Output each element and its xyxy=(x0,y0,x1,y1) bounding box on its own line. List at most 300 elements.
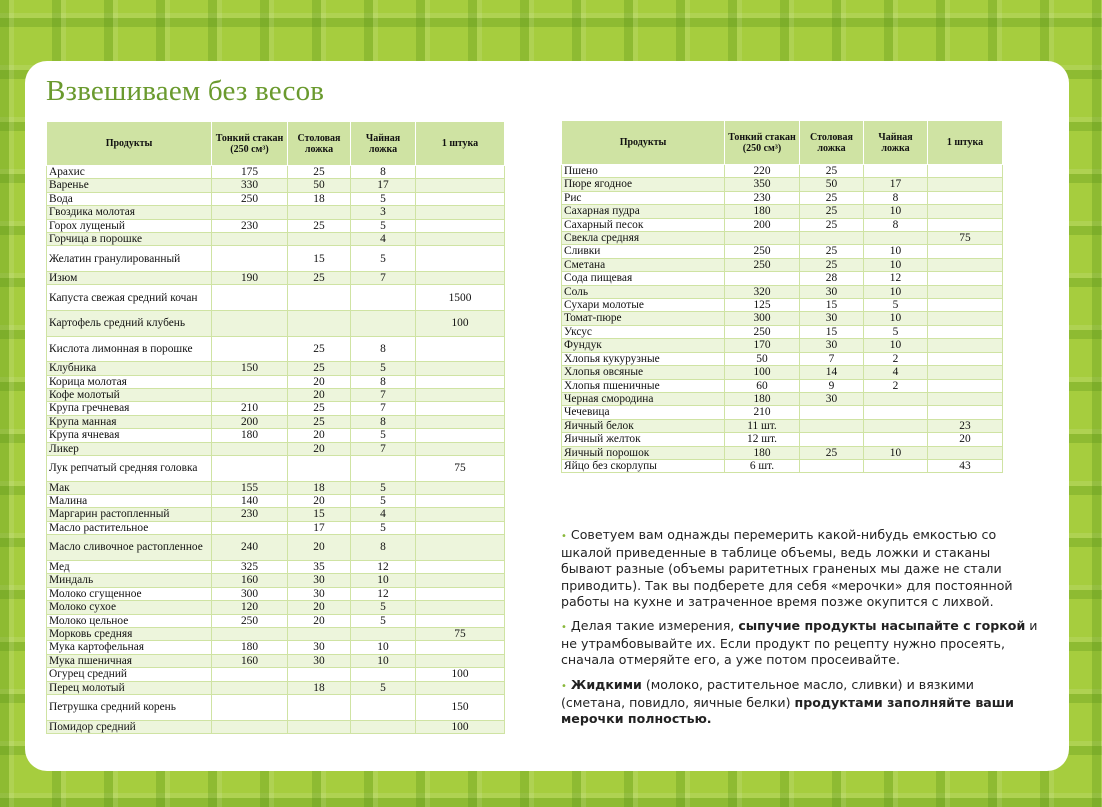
product-name: Изюм xyxy=(47,272,212,285)
glass-value: 240 xyxy=(212,535,288,561)
tablespoon-value: 25 xyxy=(800,165,864,178)
table-row xyxy=(47,362,505,375)
tablespoon-value: 25 xyxy=(288,362,351,375)
glass-value: 320 xyxy=(725,285,800,298)
glass-value: 330 xyxy=(212,179,288,192)
teaspoon-value: 5 xyxy=(351,481,416,494)
tablespoon-value: 20 xyxy=(288,495,351,508)
piece-value: 75 xyxy=(416,627,505,640)
table-row xyxy=(562,392,1003,405)
piece-value xyxy=(416,587,505,600)
teaspoon-value: 5 xyxy=(351,495,416,508)
piece-value xyxy=(928,258,1003,271)
product-name: Крупа манная xyxy=(47,415,212,428)
piece-value xyxy=(928,245,1003,258)
col-header-tablespoon: Столовая ложка xyxy=(800,121,864,165)
table-header xyxy=(47,122,505,166)
piece-value xyxy=(416,601,505,614)
glass-value: 250 xyxy=(212,614,288,627)
glass-value xyxy=(212,627,288,640)
product-name: Вода xyxy=(47,192,212,205)
teaspoon-value: 7 xyxy=(351,272,416,285)
page-title: Взвешиваем без весов xyxy=(46,75,325,107)
glass-value: 150 xyxy=(212,362,288,375)
table-row xyxy=(562,419,1003,432)
glass-value: 155 xyxy=(212,481,288,494)
piece-value: 100 xyxy=(416,668,505,681)
glass-value: 140 xyxy=(212,495,288,508)
teaspoon-value: 4 xyxy=(351,233,416,246)
table-row xyxy=(47,521,505,534)
piece-value: 20 xyxy=(928,433,1003,446)
product-name: Соль xyxy=(562,285,725,298)
table-row xyxy=(47,627,505,640)
tip-text: (молоко, растительное масло, сливки) и вязкими (сметана, повидло, яичные белки) xyxy=(561,676,974,710)
tablespoon-value: 30 xyxy=(288,587,351,600)
table-row xyxy=(47,456,505,482)
teaspoon-value xyxy=(864,419,928,432)
piece-value xyxy=(928,191,1003,204)
tablespoon-value: 20 xyxy=(288,442,351,455)
piece-value xyxy=(928,299,1003,312)
tablespoon-value: 18 xyxy=(288,481,351,494)
glass-value xyxy=(212,389,288,402)
tablespoon-value: 15 xyxy=(288,246,351,272)
table-row xyxy=(47,508,505,521)
teaspoon-value: 8 xyxy=(351,166,416,179)
tablespoon-value: 14 xyxy=(800,366,864,379)
product-name: Рис xyxy=(562,191,725,204)
tablespoon-value xyxy=(800,419,864,432)
tablespoon-value: 30 xyxy=(800,392,864,405)
tablespoon-value: 30 xyxy=(288,574,351,587)
teaspoon-value xyxy=(864,165,928,178)
bullet-icon: • xyxy=(561,680,567,692)
teaspoon-value xyxy=(864,459,928,472)
col-header-glass: Тонкий стакан (250 см³) xyxy=(725,121,800,165)
tips-section xyxy=(561,527,1041,735)
product-name: Маргарин растопленный xyxy=(47,508,212,521)
product-name: Желатин гранулированный xyxy=(47,246,212,272)
teaspoon-value: 5 xyxy=(351,429,416,442)
glass-value: 180 xyxy=(725,446,800,459)
table-row xyxy=(47,654,505,667)
tablespoon-value: 25 xyxy=(288,402,351,415)
product-name: Яичный белок xyxy=(562,419,725,432)
tablespoon-value xyxy=(288,720,351,733)
table-row xyxy=(47,641,505,654)
tablespoon-value: 20 xyxy=(288,601,351,614)
tip-paragraph xyxy=(561,527,1041,610)
teaspoon-value xyxy=(864,406,928,419)
tablespoon-value: 20 xyxy=(288,375,351,388)
product-name: Хлопья кукурузные xyxy=(562,352,725,365)
col-header-piece: 1 штука xyxy=(928,121,1003,165)
product-name: Молоко цельное xyxy=(47,614,212,627)
table-row xyxy=(47,694,505,720)
product-name: Молоко сгущенное xyxy=(47,587,212,600)
product-name: Перец молотый xyxy=(47,681,212,694)
teaspoon-value: 17 xyxy=(351,179,416,192)
product-name: Мука пшеничная xyxy=(47,654,212,667)
glass-value: 210 xyxy=(212,402,288,415)
table-row xyxy=(562,446,1003,459)
glass-value: 200 xyxy=(212,415,288,428)
glass-value: 12 шт. xyxy=(725,433,800,446)
glass-value xyxy=(212,336,288,362)
table-row xyxy=(47,560,505,573)
piece-value xyxy=(928,178,1003,191)
col-header-glass: Тонкий стакан (250 см³) xyxy=(212,122,288,166)
product-name: Сухари молотые xyxy=(562,299,725,312)
teaspoon-value: 10 xyxy=(864,446,928,459)
product-name: Молоко сухое xyxy=(47,601,212,614)
product-name: Сливки xyxy=(562,245,725,258)
product-name: Масло сливочное растопленное xyxy=(47,535,212,561)
tablespoon-value: 15 xyxy=(288,508,351,521)
product-name: Хлопья пшеничные xyxy=(562,379,725,392)
product-name: Кофе молотый xyxy=(47,389,212,402)
glass-value: 230 xyxy=(212,508,288,521)
piece-value xyxy=(928,339,1003,352)
piece-value: 100 xyxy=(416,311,505,337)
piece-value xyxy=(928,312,1003,325)
piece-value: 75 xyxy=(416,456,505,482)
piece-value xyxy=(416,375,505,388)
table-row xyxy=(47,681,505,694)
teaspoon-value: 5 xyxy=(351,614,416,627)
piece-value xyxy=(928,218,1003,231)
tablespoon-value: 30 xyxy=(800,312,864,325)
product-name: Чечевица xyxy=(562,406,725,419)
teaspoon-value xyxy=(351,456,416,482)
glass-value: 210 xyxy=(725,406,800,419)
glass-value xyxy=(212,246,288,272)
teaspoon-value: 5 xyxy=(351,246,416,272)
piece-value xyxy=(416,246,505,272)
table-row xyxy=(47,574,505,587)
table-row xyxy=(562,218,1003,231)
col-header-teaspoon: Чайная ложка xyxy=(351,122,416,166)
glass-value xyxy=(212,720,288,733)
product-name: Капуста свежая средний кочан xyxy=(47,285,212,311)
piece-value xyxy=(928,165,1003,178)
tablespoon-value xyxy=(288,694,351,720)
table-row xyxy=(47,442,505,455)
teaspoon-value xyxy=(351,627,416,640)
tablespoon-value: 20 xyxy=(288,389,351,402)
glass-value xyxy=(212,668,288,681)
glass-value xyxy=(725,272,800,285)
piece-value xyxy=(416,402,505,415)
table-row xyxy=(47,246,505,272)
glass-value: 230 xyxy=(725,191,800,204)
glass-value: 325 xyxy=(212,560,288,573)
teaspoon-value: 8 xyxy=(351,336,416,362)
piece-value xyxy=(416,560,505,573)
table-row xyxy=(47,535,505,561)
teaspoon-value: 10 xyxy=(864,339,928,352)
tablespoon-value: 30 xyxy=(800,285,864,298)
teaspoon-value xyxy=(351,694,416,720)
table-row xyxy=(47,375,505,388)
product-name: Свекла средняя xyxy=(562,232,725,245)
piece-value xyxy=(416,362,505,375)
col-header-teaspoon: Чайная ложка xyxy=(864,121,928,165)
glass-value: 180 xyxy=(212,641,288,654)
teaspoon-value: 10 xyxy=(351,654,416,667)
product-name: Яичный желток xyxy=(562,433,725,446)
tablespoon-value: 20 xyxy=(288,429,351,442)
product-name: Уксус xyxy=(562,325,725,338)
glass-value: 230 xyxy=(212,219,288,232)
teaspoon-value: 7 xyxy=(351,389,416,402)
tip-text: Делая такие измерения, xyxy=(570,618,739,634)
teaspoon-value: 8 xyxy=(351,535,416,561)
teaspoon-value: 8 xyxy=(864,191,928,204)
table-row xyxy=(562,325,1003,338)
teaspoon-value: 2 xyxy=(864,379,928,392)
glass-value: 60 xyxy=(725,379,800,392)
piece-value xyxy=(416,641,505,654)
teaspoon-value: 10 xyxy=(864,285,928,298)
tablespoon-value xyxy=(800,459,864,472)
teaspoon-value: 12 xyxy=(351,587,416,600)
tip-text: и не утрамбовывайте их. Если продукт по рецепту нужно просеять, сначала отмеряйте его, а уже потом просеивайте. xyxy=(561,618,1038,668)
glass-value: 160 xyxy=(212,654,288,667)
teaspoon-value xyxy=(351,668,416,681)
teaspoon-value: 10 xyxy=(864,258,928,271)
table-row xyxy=(47,429,505,442)
glass-value xyxy=(725,232,800,245)
table-row xyxy=(562,232,1003,245)
tablespoon-value xyxy=(800,433,864,446)
tablespoon-value xyxy=(288,311,351,337)
glass-value xyxy=(212,233,288,246)
piece-value xyxy=(928,205,1003,218)
piece-value xyxy=(416,219,505,232)
col-header-tablespoon: Столовая ложка xyxy=(288,122,351,166)
tablespoon-value: 50 xyxy=(800,178,864,191)
glass-value: 180 xyxy=(725,205,800,218)
product-name: Мед xyxy=(47,560,212,573)
tip-text-bold: продуктами заполняйте ваши мерочки полностью. xyxy=(561,694,1015,727)
glass-value: 250 xyxy=(725,325,800,338)
teaspoon-value: 12 xyxy=(351,560,416,573)
tablespoon-value: 15 xyxy=(800,325,864,338)
product-name: Варенье xyxy=(47,179,212,192)
product-name: Горох лущеный xyxy=(47,219,212,232)
tablespoon-value: 7 xyxy=(800,352,864,365)
piece-value xyxy=(928,446,1003,459)
glass-value: 180 xyxy=(725,392,800,405)
piece-value xyxy=(416,336,505,362)
tip-paragraph xyxy=(561,618,1041,669)
table-row xyxy=(562,379,1003,392)
piece-value xyxy=(416,521,505,534)
table-row xyxy=(562,258,1003,271)
teaspoon-value xyxy=(864,392,928,405)
table-row xyxy=(562,352,1003,365)
teaspoon-value xyxy=(864,232,928,245)
piece-value xyxy=(928,285,1003,298)
piece-value xyxy=(416,206,505,219)
glass-value: 50 xyxy=(725,352,800,365)
piece-value: 43 xyxy=(928,459,1003,472)
product-name: Хлопья овсяные xyxy=(562,366,725,379)
table-body xyxy=(562,165,1003,473)
piece-value: 100 xyxy=(416,720,505,733)
glass-value: 125 xyxy=(725,299,800,312)
product-name: Сахарная пудра xyxy=(562,205,725,218)
product-name: Крупа гречневая xyxy=(47,402,212,415)
piece-value xyxy=(416,192,505,205)
table-row xyxy=(47,402,505,415)
glass-value: 120 xyxy=(212,601,288,614)
table-row xyxy=(562,339,1003,352)
glass-value: 250 xyxy=(725,245,800,258)
teaspoon-value xyxy=(351,285,416,311)
table-row xyxy=(47,495,505,508)
piece-value: 1500 xyxy=(416,285,505,311)
tablespoon-value xyxy=(288,285,351,311)
glass-value: 300 xyxy=(725,312,800,325)
product-name: Кислота лимонная в порошке xyxy=(47,336,212,362)
piece-value: 23 xyxy=(928,419,1003,432)
piece-value xyxy=(416,429,505,442)
teaspoon-value: 5 xyxy=(351,192,416,205)
tablespoon-value: 15 xyxy=(800,299,864,312)
teaspoon-value: 4 xyxy=(864,366,928,379)
tip-text-bold: Жидкими xyxy=(570,676,642,692)
teaspoon-value xyxy=(351,720,416,733)
piece-value xyxy=(416,495,505,508)
glass-value: 175 xyxy=(212,166,288,179)
tip-paragraph xyxy=(561,677,1041,728)
table-row xyxy=(562,165,1003,178)
product-name: Черная смородина xyxy=(562,392,725,405)
product-name: Ликер xyxy=(47,442,212,455)
tip-text-bold: сыпучие продукты насыпайте с горкой xyxy=(738,618,1026,634)
product-name: Помидор средний xyxy=(47,720,212,733)
table-row xyxy=(47,219,505,232)
tablespoon-value: 25 xyxy=(288,219,351,232)
teaspoon-value: 5 xyxy=(351,601,416,614)
table-row xyxy=(562,406,1003,419)
tablespoon-value xyxy=(800,406,864,419)
tip-text: Советуем вам однажды перемерить какой-нибудь емкостью со шкалой приведенные в таблице объемы, ведь ложки и стаканы бывают разные (объемы раритетных граненых мы даже не стали приводить). Так вы подберете для себя «мерочки» для постоянной работы на кухне и затраченное время позже окупится с лихвой. xyxy=(561,527,1013,609)
piece-value xyxy=(416,389,505,402)
table-row xyxy=(562,191,1003,204)
piece-value xyxy=(416,272,505,285)
teaspoon-value: 17 xyxy=(864,178,928,191)
teaspoon-value xyxy=(351,311,416,337)
glass-value xyxy=(212,285,288,311)
teaspoon-value: 10 xyxy=(864,205,928,218)
product-name: Морковь средняя xyxy=(47,627,212,640)
tablespoon-value: 30 xyxy=(288,654,351,667)
teaspoon-value: 7 xyxy=(351,442,416,455)
weights-table-right xyxy=(561,120,1003,473)
teaspoon-value: 5 xyxy=(864,299,928,312)
teaspoon-value: 7 xyxy=(351,402,416,415)
col-header-products: Продукты xyxy=(47,122,212,166)
product-name: Томат-пюре xyxy=(562,312,725,325)
glass-value: 250 xyxy=(725,258,800,271)
teaspoon-value xyxy=(864,433,928,446)
tablespoon-value xyxy=(288,668,351,681)
product-name: Мука картофельная xyxy=(47,641,212,654)
product-name: Сметана xyxy=(562,258,725,271)
piece-value xyxy=(416,481,505,494)
table-row xyxy=(47,233,505,246)
tablespoon-value: 25 xyxy=(288,415,351,428)
table-row xyxy=(47,587,505,600)
tablespoon-value: 25 xyxy=(800,245,864,258)
piece-value xyxy=(416,681,505,694)
glass-value xyxy=(212,206,288,219)
piece-value: 75 xyxy=(928,232,1003,245)
glass-value xyxy=(212,521,288,534)
tablespoon-value: 25 xyxy=(800,258,864,271)
tablespoon-value xyxy=(800,232,864,245)
teaspoon-value: 5 xyxy=(864,325,928,338)
tablespoon-value: 25 xyxy=(800,205,864,218)
table-row xyxy=(47,285,505,311)
piece-value: 150 xyxy=(416,694,505,720)
glass-value: 100 xyxy=(725,366,800,379)
teaspoon-value: 2 xyxy=(864,352,928,365)
table-row xyxy=(562,312,1003,325)
table-row xyxy=(562,299,1003,312)
col-header-piece: 1 штука xyxy=(416,122,505,166)
table-row xyxy=(47,206,505,219)
table-row xyxy=(47,336,505,362)
product-name: Петрушка средний корень xyxy=(47,694,212,720)
product-name: Мак xyxy=(47,481,212,494)
table-row xyxy=(47,166,505,179)
tablespoon-value: 25 xyxy=(800,446,864,459)
bullet-icon: • xyxy=(561,531,567,542)
tablespoon-value: 30 xyxy=(288,641,351,654)
product-name: Масло растительное xyxy=(47,521,212,534)
teaspoon-value: 8 xyxy=(351,415,416,428)
teaspoon-value: 5 xyxy=(351,219,416,232)
piece-value xyxy=(928,406,1003,419)
product-name: Сода пищевая xyxy=(562,272,725,285)
tablespoon-value xyxy=(288,206,351,219)
glass-value xyxy=(212,375,288,388)
piece-value xyxy=(416,233,505,246)
glass-value: 250 xyxy=(212,192,288,205)
teaspoon-value: 3 xyxy=(351,206,416,219)
table-row xyxy=(47,179,505,192)
teaspoon-value: 5 xyxy=(351,521,416,534)
table-row xyxy=(562,459,1003,472)
piece-value xyxy=(416,614,505,627)
piece-value xyxy=(416,574,505,587)
piece-value xyxy=(416,535,505,561)
table-row xyxy=(562,433,1003,446)
piece-value xyxy=(416,179,505,192)
table-row xyxy=(47,720,505,733)
table-header xyxy=(562,121,1003,165)
product-name: Сахарный песок xyxy=(562,218,725,231)
teaspoon-value: 10 xyxy=(864,245,928,258)
table-row xyxy=(47,192,505,205)
table-body xyxy=(47,166,505,734)
tablespoon-value: 25 xyxy=(288,272,351,285)
